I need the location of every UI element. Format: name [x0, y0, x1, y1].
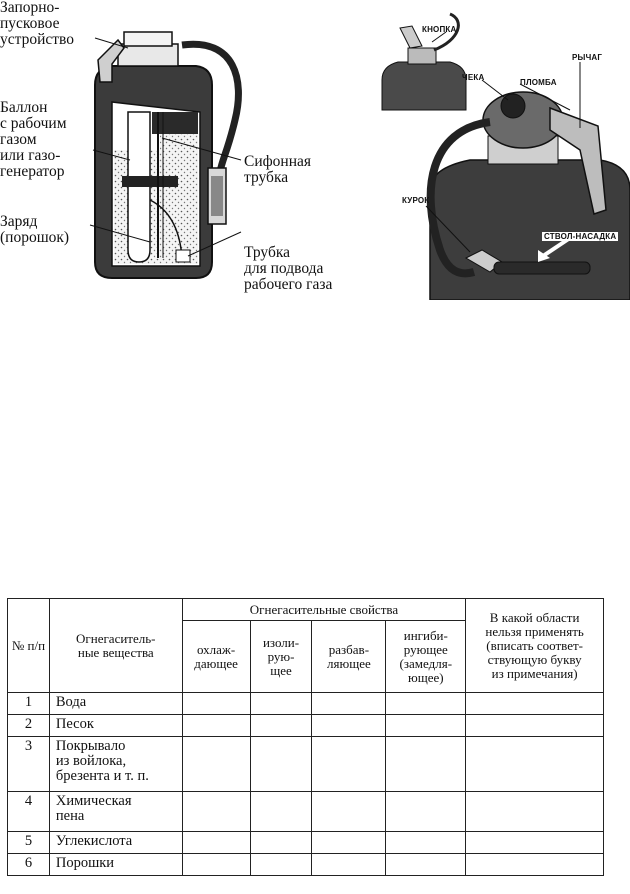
cell-cooling[interactable] — [182, 792, 250, 832]
row-num: 2 — [8, 715, 50, 737]
header-restriction — [466, 599, 604, 693]
cell-inhibiting[interactable] — [386, 792, 466, 832]
lever-tag: РЫЧАГ — [572, 53, 603, 62]
row-substance: Песок — [49, 715, 182, 737]
header-cooling-text: охлаж- дающее — [194, 641, 238, 671]
row-num: 1 — [8, 693, 50, 715]
cell-diluting[interactable] — [312, 854, 386, 876]
extinguisher-parts-figure — [370, 0, 630, 300]
table-row — [8, 854, 604, 876]
header-diluting-text: разбав- ляющее — [327, 641, 371, 671]
header-properties-text: Огнегасительные свойства — [249, 601, 399, 617]
header-substance — [49, 599, 182, 693]
cell-diluting[interactable] — [312, 737, 386, 792]
siphon-label: Сифонная трубка — [244, 153, 312, 186]
trigger-tag: КУРОК — [402, 196, 430, 205]
row-substance: Порошки — [49, 854, 182, 876]
cell-cooling[interactable] — [182, 693, 250, 715]
cell-cooling[interactable] — [182, 832, 250, 854]
cell-restriction[interactable] — [466, 715, 604, 737]
cell-cooling[interactable] — [182, 715, 250, 737]
cell-isolating[interactable] — [250, 693, 312, 715]
valve-label: Запорно- пусковое устройство — [0, 0, 75, 48]
header-cooling — [182, 621, 250, 693]
header-properties — [182, 599, 466, 621]
cell-isolating[interactable] — [250, 854, 312, 876]
cell-diluting[interactable] — [312, 792, 386, 832]
seal-tag: ПЛОМБА — [520, 78, 557, 87]
cell-isolating[interactable] — [250, 792, 312, 832]
cell-inhibiting[interactable] — [386, 737, 466, 792]
row-substance: Углекислота — [49, 832, 182, 854]
row-substance: Покрывало из войлока, брезента и т. п. — [49, 737, 182, 792]
cell-restriction[interactable] — [466, 854, 604, 876]
cell-diluting[interactable] — [312, 693, 386, 715]
charge-label: Заряд (порошок) — [0, 213, 70, 246]
header-restriction-text: В какой области нельзя применять (вписать соответ- ствующую букву из примечания) — [485, 609, 584, 681]
table-row — [8, 832, 604, 854]
cell-inhibiting[interactable] — [386, 832, 466, 854]
cell-inhibiting[interactable] — [386, 693, 466, 715]
row-substance: Вода — [49, 693, 182, 715]
cell-cooling[interactable] — [182, 737, 250, 792]
cell-isolating[interactable] — [250, 832, 312, 854]
header-diluting — [312, 621, 386, 693]
header-num — [8, 599, 50, 693]
cell-isolating[interactable] — [250, 737, 312, 792]
table-row — [8, 693, 604, 715]
button-tag: КНОПКА — [422, 25, 457, 34]
gas-tube-label: Трубка для подвода рабочего газа — [244, 244, 333, 293]
cell-restriction[interactable] — [466, 737, 604, 792]
row-num: 5 — [8, 832, 50, 854]
table-row — [8, 792, 604, 832]
row-substance: Химическая пена — [49, 792, 182, 832]
cell-inhibiting[interactable] — [386, 854, 466, 876]
cell-diluting[interactable] — [312, 832, 386, 854]
cell-diluting[interactable] — [312, 715, 386, 737]
cell-restriction[interactable] — [466, 832, 604, 854]
extinguisher-cutaway-figure — [0, 0, 370, 310]
header-isolating-text: изоли- рую- щее — [262, 634, 300, 678]
table-header-row — [8, 599, 604, 621]
row-num: 6 — [8, 854, 50, 876]
header-isolating — [250, 621, 312, 693]
cell-restriction[interactable] — [466, 693, 604, 715]
header-num-text: № п/п — [11, 637, 46, 653]
cylinder-label: Баллон с рабочим газом или газо- генератор — [0, 99, 67, 180]
cell-restriction[interactable] — [466, 792, 604, 832]
pin-tag: ЧЕКА — [462, 73, 485, 82]
extinguisher-parts-drawing — [370, 0, 630, 300]
cell-isolating[interactable] — [250, 715, 312, 737]
header-inhibiting-text: ингиби- рующее (замедля- ющее) — [399, 627, 453, 685]
row-num: 4 — [8, 792, 50, 832]
table-row — [8, 715, 604, 737]
cell-inhibiting[interactable] — [386, 715, 466, 737]
nozzle-tag: СТВОЛ-НАСАДКА — [544, 232, 617, 241]
extinguishing-agents-table — [7, 598, 604, 876]
header-inhibiting — [386, 621, 466, 693]
header-substance-text: Огнегаситель- ные вещества — [76, 630, 156, 660]
cell-cooling[interactable] — [182, 854, 250, 876]
row-num: 3 — [8, 737, 50, 792]
table-row — [8, 737, 604, 792]
